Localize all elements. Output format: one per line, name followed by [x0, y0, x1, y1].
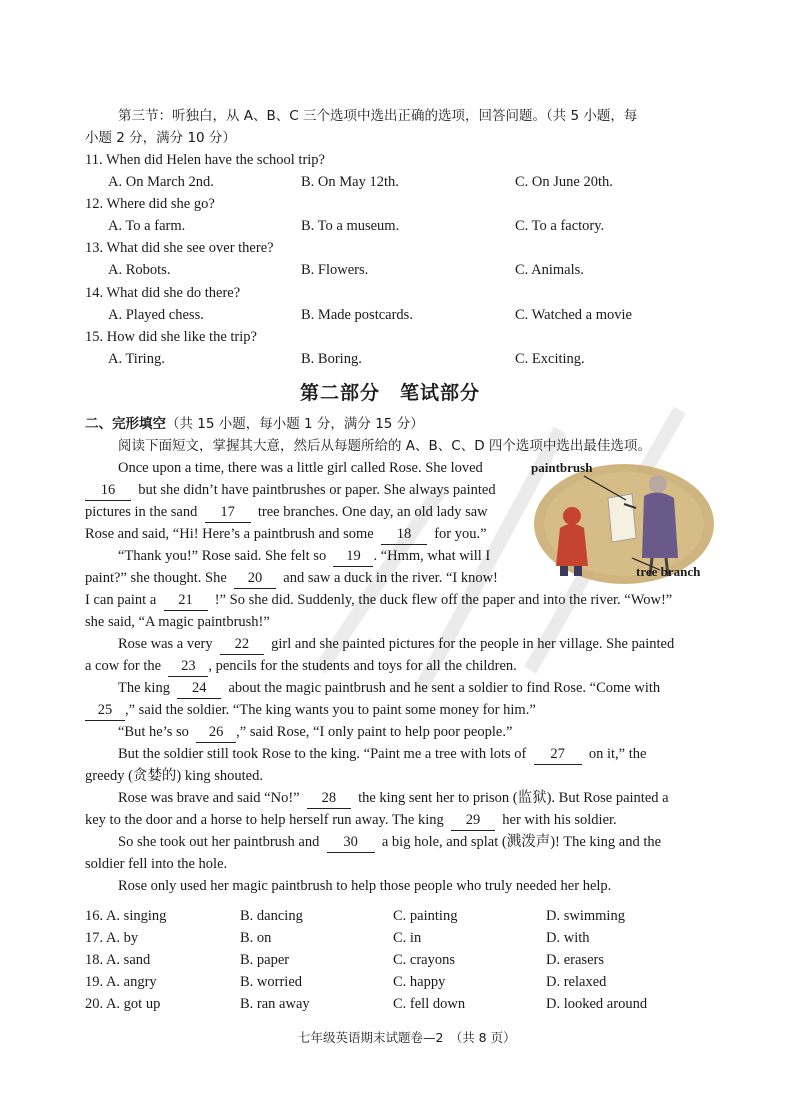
passage-text: So she took out her paintbrush and [118, 834, 320, 850]
passage-text: !” So she did. Suddenly, the duck flew off the paper and into the river. “Wow!” [214, 592, 673, 608]
q11-option-c: C. On June 20th. [515, 174, 613, 190]
passage-line [118, 788, 669, 809]
passage-text: ,” said Rose, “I only paint to help poor people.” [236, 724, 513, 740]
options-20-a: 20. A. got up [85, 996, 161, 1012]
passage-line [118, 722, 512, 743]
options-17-c: C. in [393, 930, 422, 946]
cloze-instruction: 阅读下面短文，掌握其大意，然后从每题所给的 A、B、C、D 四个选项中选出最佳选项。 [118, 438, 651, 454]
passage-text: ,” said the soldier. “The king wants you to paint some money for him.” [125, 702, 536, 718]
q15-option-a: A. Tiring. [108, 351, 165, 367]
blank-18[interactable]: 18 [381, 524, 427, 545]
question-11: 11. When did Helen have the school trip? [85, 152, 325, 168]
passage-line: greedy (贪婪的) king shouted. [85, 768, 263, 784]
options-16-b: B. dancing [240, 908, 303, 924]
options-17-b: B. on [240, 930, 272, 946]
blank-19[interactable]: 19 [333, 546, 373, 567]
q15-option-b: B. Boring. [301, 351, 362, 367]
passage-line: soldier fell into the hole. [85, 856, 228, 872]
blank-16[interactable]: 16 [85, 480, 131, 501]
question-14: 14. What did she do there? [85, 285, 241, 301]
passage-text: The king [118, 680, 170, 696]
blank-29[interactable]: 29 [451, 810, 495, 831]
passage-text: paint?” she thought. She [85, 570, 227, 586]
passage-text: about the magic paintbrush and he sent a soldier to find Rose. “Come with [228, 680, 661, 696]
blank-20[interactable]: 20 [234, 568, 276, 589]
q12-option-c: C. To a factory. [515, 218, 605, 234]
blank-30[interactable]: 30 [327, 832, 375, 853]
blank-22[interactable]: 22 [220, 634, 264, 655]
passage-line [85, 524, 487, 545]
passage-text: Rose was a very [118, 636, 213, 652]
passage-text: her with his soldier. [502, 812, 617, 828]
passage-line [118, 634, 674, 655]
passage-line [118, 678, 660, 699]
passage-text: Rose and said, “Hi! Here’s a paintbrush and some [85, 526, 374, 542]
options-17-a: 17. A. by [85, 930, 139, 946]
blank-28[interactable]: 28 [307, 788, 351, 809]
passage-text: a big hole, and splat (溅泼声)! The king and the [381, 834, 662, 850]
options-19-b: B. worried [240, 974, 303, 990]
passage-text: girl and she painted pictures for the people in her village. She painted [271, 636, 675, 652]
passage-line [85, 480, 496, 501]
page-footer: 七年级英语期末试题卷—2 （共 8 页） [298, 1030, 516, 1045]
options-18-c: C. crayons [393, 952, 456, 968]
part2-title: 第二部分 笔试部分 [300, 382, 481, 404]
q12-option-a: A. To a farm. [108, 218, 186, 234]
q15-option-c: C. Exciting. [515, 351, 585, 367]
blank-17[interactable]: 17 [205, 502, 251, 523]
passage-text: I can paint a [85, 592, 157, 608]
passage-line: Once upon a time, there was a little girl called Rose. She loved [118, 460, 483, 476]
options-16-a: 16. A. singing [85, 908, 167, 924]
q13-option-a: A. Robots. [108, 262, 171, 278]
cloze-heading-label: 二、完形填空 [85, 416, 166, 432]
passage-line [85, 502, 488, 523]
q11-option-b: B. On May 12th. [301, 174, 399, 190]
cloze-heading [85, 414, 424, 434]
blank-27[interactable]: 27 [534, 744, 582, 765]
passage-text: but she didn’t have paintbrushes or paper. She always painted [138, 482, 496, 498]
label-tree-branch: tree branch [636, 564, 701, 579]
options-18-a: 18. A. sand [85, 952, 151, 968]
passage-text: , pencils for the students and toys for all the children. [208, 658, 517, 674]
options-18-d: D. erasers [546, 952, 604, 968]
q13-option-c: C. Animals. [515, 262, 584, 278]
passage-line [118, 546, 490, 567]
passage-text: pictures in the sand [85, 504, 198, 520]
passage-line [85, 590, 672, 611]
q13-option-b: B. Flowers. [301, 262, 369, 278]
passage-text: the king sent her to prison (监狱). But Rose painted a [358, 790, 669, 806]
section3-heading-cont: 小题 2 分，满分 10 分） [85, 130, 236, 146]
passage-text: a cow for the [85, 658, 162, 674]
passage-line [118, 744, 646, 765]
q14-option-b: B. Made postcards. [301, 307, 413, 323]
options-20-d: D. looked around [546, 996, 648, 1012]
passage-line [85, 700, 536, 721]
passage-line [85, 656, 517, 677]
question-15: 15. How did she like the trip? [85, 329, 257, 345]
options-20-b: B. ran away [240, 996, 310, 1012]
passage-text: and saw a duck in the river. “I know! [283, 570, 498, 586]
passage-text: But the soldier still took Rose to the king. “Paint me a tree with lots of [118, 746, 527, 762]
passage-text: on it,” the [588, 746, 647, 762]
question-12: 12. Where did she go? [85, 196, 215, 212]
options-18-b: B. paper [240, 952, 290, 968]
cloze-heading-score: （共 15 小题，每小题 1 分，满分 15 分） [166, 416, 424, 432]
options-17-d: D. with [546, 930, 590, 946]
label-paintbrush: paintbrush [531, 460, 593, 475]
passage-line: Rose only used her magic paintbrush to help those people who truly needed her help. [118, 878, 612, 894]
options-19-a: 19. A. angry [85, 974, 157, 990]
passage-text: key to the door and a horse to help herself run away. The king [85, 812, 444, 828]
blank-23[interactable]: 23 [168, 656, 208, 677]
q11-option-a: A. On March 2nd. [108, 174, 214, 190]
options-16-c: C. painting [393, 908, 458, 924]
options-19-c: C. happy [393, 974, 446, 990]
passage-line: she said, “A magic paintbrush!” [85, 614, 270, 630]
blank-25[interactable]: 25 [85, 700, 125, 721]
passage-text: tree branches. One day, an old lady saw [257, 504, 488, 520]
passage-line [85, 810, 617, 831]
q14-option-a: A. Played chess. [108, 307, 204, 323]
passage-text: “Thank you!” Rose said. She felt so [118, 548, 327, 564]
passage-text: . “Hmm, what will I [373, 548, 491, 564]
q14-option-c: C. Watched a movie [515, 307, 632, 323]
options-19-d: D. relaxed [546, 974, 607, 990]
section3-heading: 第三节：听独白，从 A、B、C 三个选项中选出正确的选项，回答问题。（共 5 小题，每 [118, 108, 638, 124]
options-16-d: D. swimming [546, 908, 625, 924]
blank-26[interactable]: 26 [196, 722, 236, 743]
passage-line [85, 568, 498, 589]
passage-text: Rose was brave and said “No!” [118, 790, 300, 806]
passage-line [118, 832, 661, 853]
passage-text: for you.” [434, 526, 487, 542]
passage-text: “But he’s so [118, 724, 189, 740]
options-20-c: C. fell down [393, 996, 466, 1012]
q12-option-b: B. To a museum. [301, 218, 400, 234]
blank-24[interactable]: 24 [177, 678, 221, 699]
blank-21[interactable]: 21 [164, 590, 208, 611]
question-13: 13. What did she see over there? [85, 240, 274, 256]
